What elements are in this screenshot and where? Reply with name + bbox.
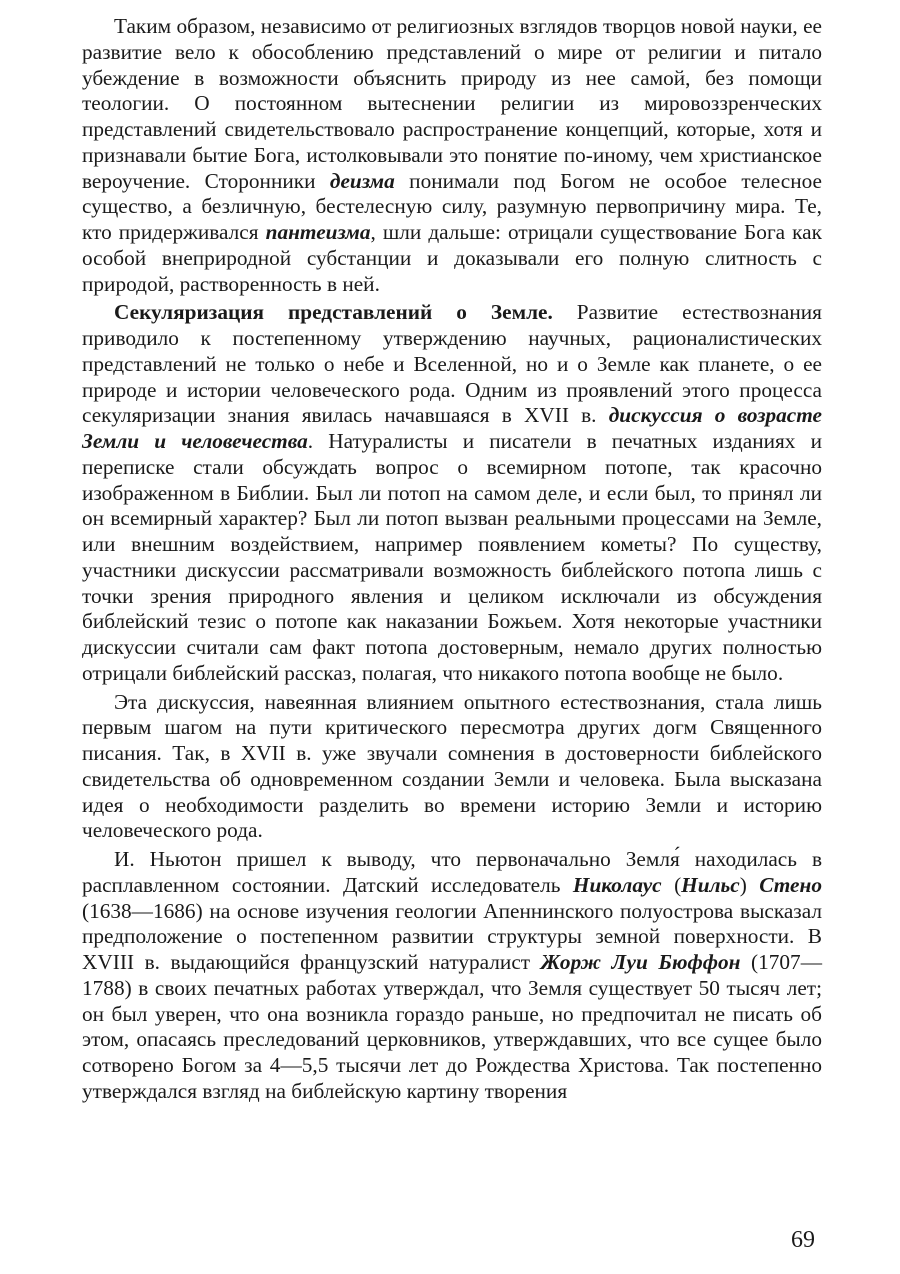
- text-segment: Эта дискуссия, навеянная влиянием опытного естествознания, стала лишь первым шагом на пути критического пересмотра других догм Священного писания. Так, в XVII в. уже звучали сомнения в достоверности библейского свидетельства об одновременном создании Земли и человека. Была высказана идея о необходимости разделить во времени историю Земли и историю человеческого рода.: [82, 689, 822, 843]
- page-number: 69: [791, 1227, 815, 1253]
- term-age-discussion: дискуссия о возрасте Земли и человечества: [82, 403, 822, 453]
- text-segment: , шли дальше: отрицали существование Бога как особой внеприродной субстанции и доказывали его полную слитность с природой, растворенность в ней.: [82, 220, 822, 296]
- text-segment: (: [661, 872, 682, 897]
- text-segment: . Натуралисты и писатели в печатных изданиях и переписке стали обсуждать вопрос о всемирном потопе, так красочно изображенном в Библии. Был ли потоп на самом деле, и если был, то принял ли он всемирный характер? Был ли потоп вызван реальными процессами на Земле, или внешним воздействием, например появлением кометы? По существу, участники дискуссии рассматривали возможность библейского потопа лишь с точки зрения природного явления и целиком исключали из обсуждения библейский тезис о потопе как наказании Божьем. Хотя некоторые участники дискуссии считали сам факт потопа достоверным, немало других полностью отрицали библейский рассказ, полагая, что никакого потопа вообще не было.: [82, 429, 822, 685]
- section-heading: Секуляризация представлений о Земле.: [114, 300, 553, 325]
- term-name-buffon: Жорж Луи Бюффон: [540, 950, 741, 974]
- term-deism: деизма: [329, 168, 395, 193]
- text-segment: понимали под Богом не особое телесное существо, а безличную, бестелесную силу, разумную первопричину мира. Те, кто придерживался: [82, 168, 822, 244]
- term-pantheism: пантеизма: [265, 220, 371, 244]
- term-name-nils: Нильс: [681, 872, 740, 897]
- paragraph-2: [82, 300, 822, 686]
- term-name-nicolaus: Николаус: [572, 872, 662, 897]
- text-segment: ): [739, 872, 760, 897]
- paragraph-1: [82, 14, 822, 297]
- text-segment: (1638—1686) на основе изучения геологии Апеннинского полуострова высказал предположение о постепенном развитии структуры земной поверхности. В XVIII в. выдающийся французский натуралист: [82, 898, 822, 974]
- page-body: [82, 14, 822, 1105]
- text-segment: Таким образом, независимо от религиозных взглядов творцов новой науки, ее развитие вело к обособлению представлений о мире от религии и питало убеждение в возможности объяснить природу из нее самой, без помощи теологии. О постоянном вытеснении религии из мировоззренческих представлений свидетельствовало распространение концепций, которые, хотя и признавали бытие Бога, истолковывали это понятие по-иному, чем христианское вероучение. Сторонники: [82, 14, 822, 193]
- paragraph-4: [82, 847, 822, 1105]
- text-segment: И. Ньютон пришел к выводу, что первоначально Земля́ находилась в расплавленном состоянии. Датский исследователь: [82, 847, 822, 897]
- paragraph-3: [82, 690, 822, 845]
- text-segment: (1707— 1788) в своих печатных работах утверждал, что Земля существует 50 тысяч лет; он был уверен, что она возникла гораздо раньше, но предпочитал не писать об этом, опасаясь преследований церковников, утверждавших, что все сущее было сотворено Богом за 4—5,5 тысячи лет до Рождества Христова. Так постепенно утверждался взгляд на библейскую картину творения: [82, 950, 823, 1103]
- text-segment: Развитие естествознания приводило к постепенному утверждению научных, рационалистических представлений не только о небе и Вселенной, но и о Земле как планете, о ее природе и истории человеческого рода. Одним из проявлений этого процесса секуляризации знания явилась начавшаяся в XVII в.: [82, 300, 822, 428]
- term-name-steno: Стено: [759, 872, 822, 897]
